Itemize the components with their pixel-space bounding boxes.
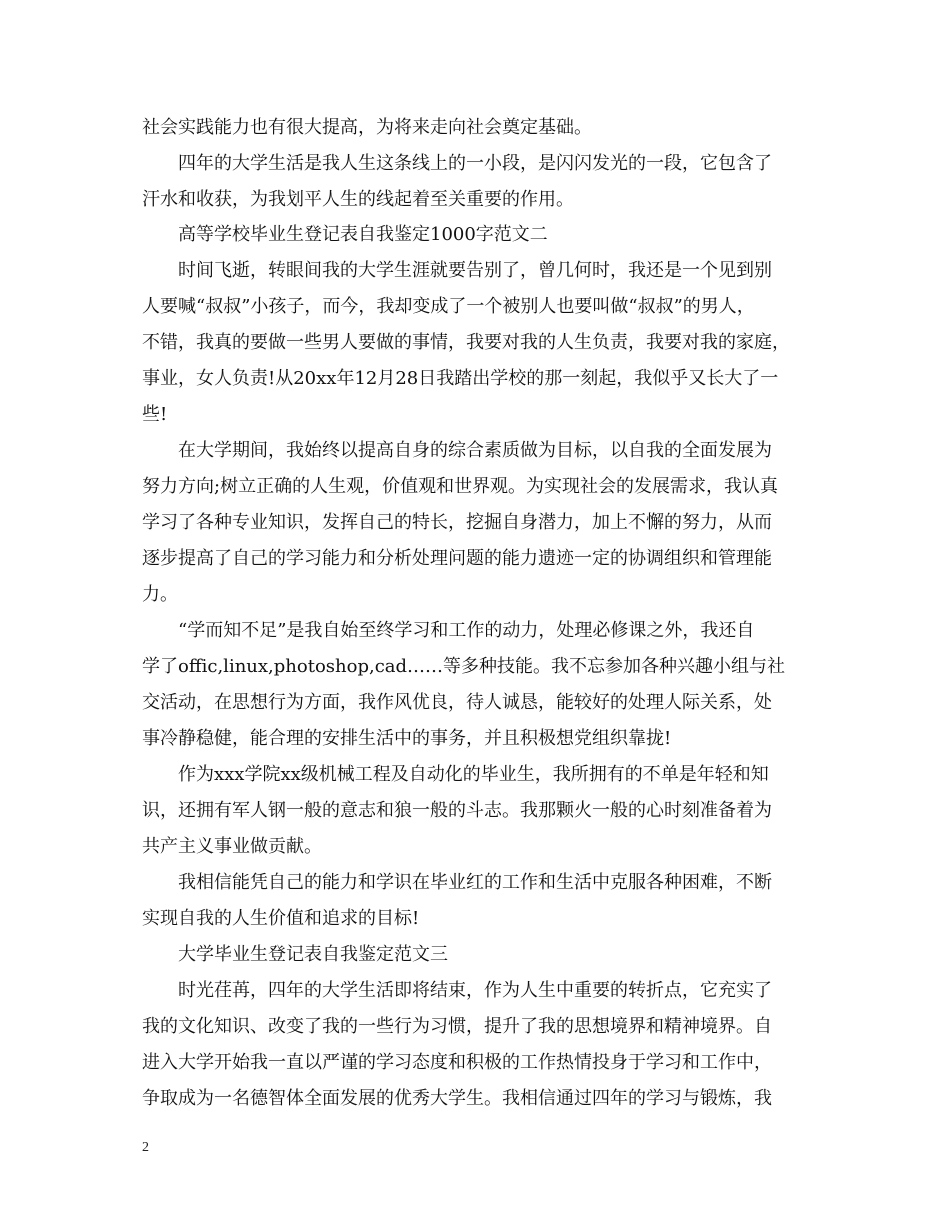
- text-line-19: 作为xxx学院xx级机械工程及自动化的毕业生，我所拥有的不单是年轻和知: [178, 764, 769, 785]
- text-line-3: 汗水和收获，为我划平人生的线起着至关重要的作用。: [142, 189, 574, 210]
- page-number: 2: [142, 1140, 149, 1155]
- text-line-2: 四年的大学生活是我人生这条线上的一小段，是闪闪发光的一段，它包含了: [178, 153, 772, 174]
- text-line-10: 在大学期间，我始终以提高自身的综合素质做为目标，以自我的全面发展为: [178, 440, 772, 461]
- section-heading-3: 大学毕业生登记表自我鉴定范文三: [178, 944, 448, 965]
- text-line-26: 我的文化知识、改变了我的一些行为习惯，提升了我的思想境界和精神境界。自: [142, 1016, 772, 1037]
- text-line-28: 争取成为一名德智体全面发展的优秀大学生。我相信通过四年的学习与锻炼，我: [142, 1088, 772, 1109]
- text-line-25: 时光荏苒，四年的大学生活即将结束，作为人生中重要的转折点，它充实了: [178, 980, 772, 1001]
- text-line-21: 共产主义事业做贡献。: [142, 836, 322, 857]
- text-line-6: 人要喊“叔叔”小孩子，而今，我却变成了一个被别人也要叫做“叔叔”的男人，: [142, 296, 755, 317]
- text-line-18: 事冷静稳健，能合理的安排生活中的事务，并且积极想党组织靠拢!: [142, 728, 672, 749]
- text-line-17: 交活动，在思想行为方面，我作风优良，待人诚恳，能较好的处理人际关系，处: [142, 692, 772, 713]
- text-line-7: 不错，我真的要做一些男人要做的事情，我要对我的人生负责，我要对我的家庭，: [142, 332, 790, 353]
- text-line-15: “学而知不足”是我自始至终学习和工作的动力，处理必修课之外，我还自: [178, 620, 755, 641]
- text-line-5: 时间飞逝，转眼间我的大学生涯就要告别了，曾几何时，我还是一个见到别: [178, 260, 772, 281]
- text-line-23: 实现自我的人生价值和追求的目标!: [142, 908, 420, 929]
- section-heading-2: 高等学校毕业生登记表自我鉴定1000字范文二: [178, 224, 548, 245]
- text-line-13: 逐步提高了自己的学习能力和分析处理问题的能力遗迹一定的协调组织和管理能: [142, 548, 772, 569]
- text-line-9: 些!: [142, 404, 168, 425]
- text-line-11: 努力方向;树立正确的人生观，价值观和世界观。为实现社会的发展需求，我认真: [142, 476, 779, 497]
- text-line-12: 学习了各种专业知识，发挥自己的特长，挖掘自身潜力，加上不懈的努力，从而: [142, 512, 772, 533]
- text-line-1: 社会实践能力也有很大提高，为将来走向社会奠定基础。: [142, 117, 592, 138]
- document-body: [142, 116, 822, 1116]
- text-line-27: 进入大学开始我一直以严谨的学习态度和积极的工作热情投身于学习和工作中，: [142, 1052, 772, 1073]
- text-line-14: 力。: [142, 584, 178, 605]
- text-line-8: 事业，女人负责!从20xx年12月28日我踏出学校的那一刻起，我似乎又长大了一: [142, 368, 779, 389]
- text-line-20: 识，还拥有军人钢一般的意志和狼一般的斗志。我那颗火一般的心时刻准备着为: [142, 800, 772, 821]
- text-line-22: 我相信能凭自己的能力和学识在毕业红的工作和生活中克服各种困难，不断: [178, 872, 772, 893]
- text-line-16: 学了offic,linux,photoshop,cad……等多种技能。我不忘参加各种兴趣小组与社: [142, 656, 786, 677]
